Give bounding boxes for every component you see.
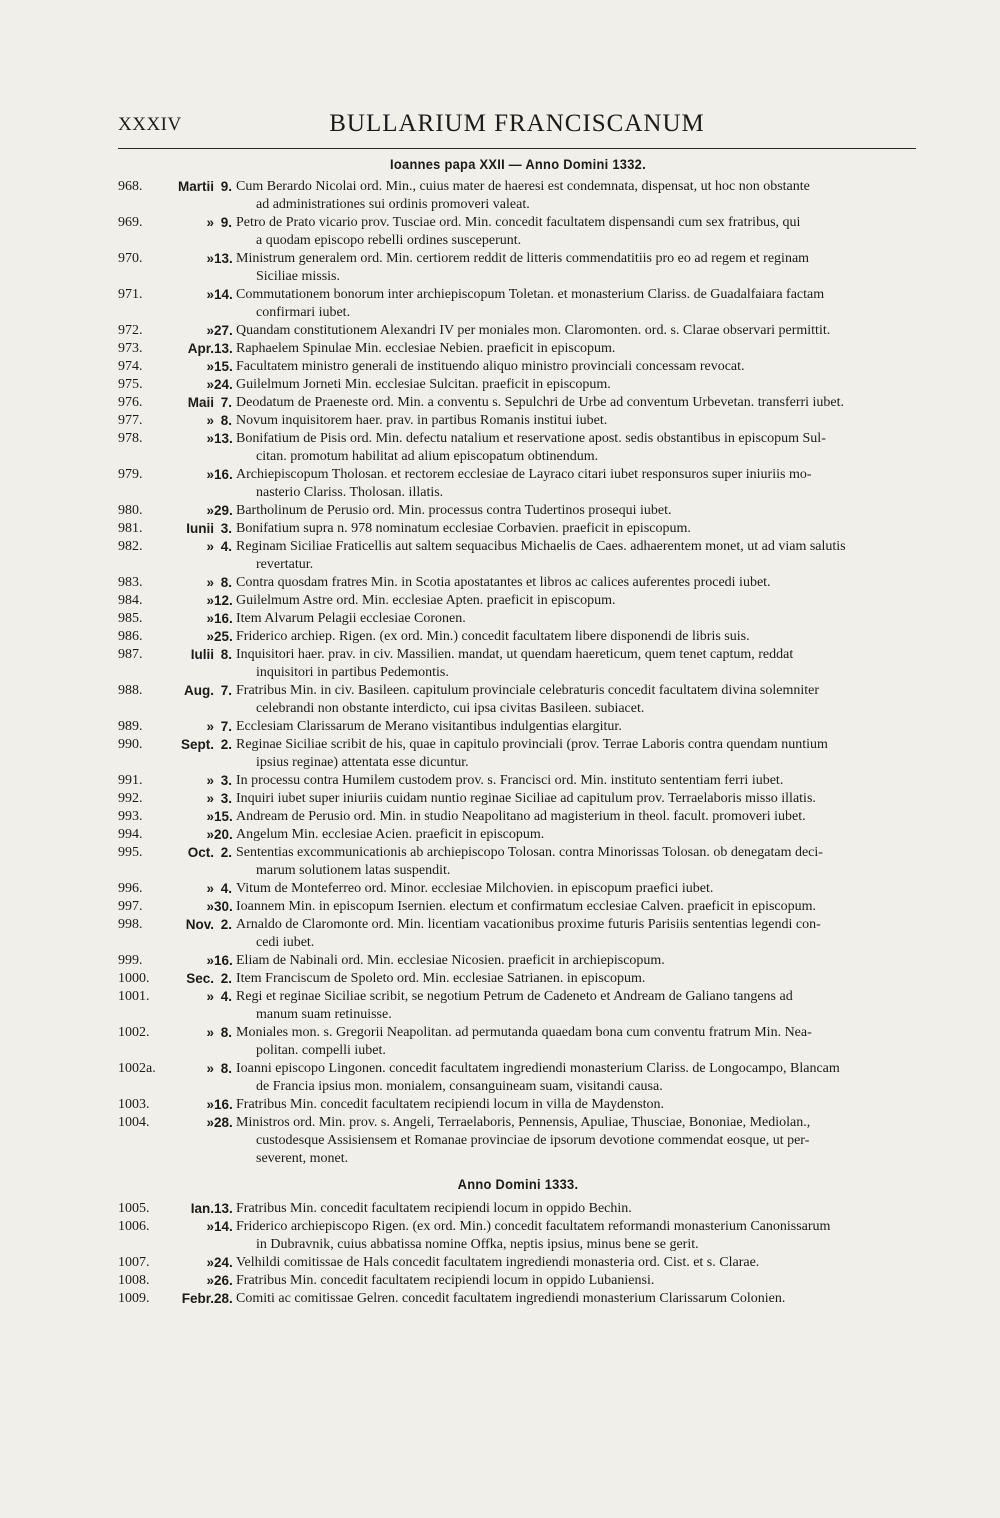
list-item [118,538,918,574]
list-item [118,520,918,538]
entry-day: 2. [220,737,232,752]
entry-text-line: Andream de Perusio ord. Min. in studio Neapolitano ad magisterium in theol. facult. promoveri iubet. [236,809,806,824]
list-item [118,970,918,988]
entry-text-line: Bonifatium supra n. 978 nominatum ecclesiae Corbavien. praeficit in episcopum. [236,521,691,536]
entry-month: » [206,791,214,806]
entry-number: 984. [118,593,143,608]
entry-month: Sept. [180,737,214,752]
entry-month: » [206,575,214,590]
entry-text-line: in Dubravnik, cuius abbatissa nomine Offka, neptis ipsius, minus bene se gerit. [256,1237,699,1252]
entry-month: » [206,773,214,788]
entry-day: 8. [220,1025,232,1040]
entry-text-line: Ecclesiam Clarissarum de Merano visitantibus indulgentias elargitur. [236,719,622,734]
entry-text-line: Reginae Siciliae scribit de his, quae in capitulo provinciali (prov. Terrae Laboris contra quendam nuntium [236,737,828,752]
entry-day: 26. [214,1273,233,1288]
entry-month: Iunii [186,521,214,536]
entry-month: » [206,719,214,734]
entry-month: » [206,827,214,842]
entry-day: 24. [214,377,233,392]
entry-day: 7. [220,395,232,410]
entry-day: 3. [220,521,232,536]
entry-day: 13. [214,431,233,446]
entry-number: 980. [118,503,143,518]
entry-text-line: Cum Berardo Nicolai ord. Min., cuius mater de haeresi est condemnata, dispensat, ut hoc non obstante [236,179,810,194]
entry-month: » [206,359,214,374]
entry-number: 1002. [118,1025,150,1040]
entry-text-line: Facultatem ministro generali de instituendo aliquo ministro provinciali concessam revocat. [236,359,745,374]
entry-day: 2. [220,845,232,860]
list-item [118,1254,918,1272]
entry-day: 29. [214,503,233,518]
entry-month: Ian. [190,1201,214,1216]
entry-day: 4. [220,989,232,1004]
entry-text-line: Inquiri iubet super iniuriis cuidam nuntio reginae Siciliae ad capitulum prov. Terraelaboris misso illatis. [236,791,816,806]
entry-month: » [206,1219,214,1234]
entry-text-line: Vitum de Monteferreo ord. Minor. ecclesiae Milchovien. in episcopum praefici iubet. [236,881,714,896]
running-title: BULLARIUM FRANCISCANUM [329,110,705,137]
entry-number: 1008. [118,1273,150,1288]
list-item [118,880,918,898]
entry-text-line: Reginam Siciliae Fraticellis aut saltem sequacibus Michaelis de Caes. adhaerentem monet, ut ad viam salutis [236,539,846,554]
entry-number: 993. [118,809,143,824]
entry-day: 8. [220,575,232,590]
entry-month: » [206,467,214,482]
entry-day: 14. [214,287,233,302]
entry-number: 988. [118,683,143,698]
entry-month: Sec. [186,971,214,986]
entry-text-line: Bonifatium de Pisis ord. Min. defectu natalium et reservatione apost. sedis obstantibus in episcopum Sul- [236,431,826,446]
entry-day: 8. [220,413,232,428]
list-item [118,844,918,880]
entry-text-line: Friderico archiep. Rigen. (ex ord. Min.) concedit facultatem libere disponendi de libris suis. [236,629,750,644]
entry-month: » [206,809,214,824]
entry-text-line: Deodatum de Praeneste ord. Min. a conventu s. Sepulchri de Urbe ad conventum Urbevetan. transferri iubet. [236,395,845,410]
entry-text-line: Ioanni episcopo Lingonen. concedit facultatem ingrediendi monasterium Clariss. de Longocampo, Blancam [236,1061,840,1076]
entry-day: 25. [214,629,233,644]
entry-text-line: manum suam retinuisse. [256,1007,392,1022]
entry-number: 973. [118,341,143,356]
list-item [118,340,918,358]
list-item [118,916,918,952]
entry-number: 991. [118,773,143,788]
entry-number: 979. [118,467,143,482]
list-item [118,826,918,844]
list-item [118,646,918,682]
page-header [118,112,916,142]
entry-month: » [206,431,214,446]
entry-text-line: Fratribus Min. concedit facultatem recipiendi locum in oppido Bechin. [236,1201,632,1216]
list-item [118,988,918,1024]
entry-day: 4. [220,881,232,896]
list-item [118,1218,918,1254]
entry-text-line: Eliam de Nabinali ord. Min. ecclesiae Nicosien. praeficit in archiepiscopum. [236,953,665,968]
entry-text-line: Velhildi comitissae de Hals concedit facultatem ingrediendi monasteria ord. Cist. et s. Clarae. [236,1255,760,1270]
entry-text-line: Raphaelem Spinulae Min. ecclesiae Nebien. praeficit in episcopum. [236,341,616,356]
entry-number: 989. [118,719,143,734]
entry-day: 12. [214,593,233,608]
entry-text-line: Arnaldo de Claromonte ord. Min. licentiam vacationibus proxime futuris Parisiis sententias legendi con- [236,917,821,932]
list-item [118,376,918,394]
entry-number: 1007. [118,1255,150,1270]
entry-month: » [206,1061,214,1076]
entry-day: 14. [214,1219,233,1234]
entry-number: 983. [118,575,143,590]
section-heading-1333: Anno Domini 1333. [457,1176,579,1192]
entries-1332 [118,178,918,1168]
entry-text-line: de Francia ipsius mon. monialem, consanguineam suam, visitandi causa. [256,1079,663,1094]
entry-number: 970. [118,251,143,266]
list-item [118,1114,918,1168]
entry-number: 992. [118,791,143,806]
entry-month: » [206,377,214,392]
entry-month: » [206,251,214,266]
section-heading-1332: Ioannes papa XXII — Anno Domini 1332. [390,156,646,172]
entry-day: 15. [214,809,233,824]
entry-month: » [206,1273,214,1288]
entry-day: 2. [220,971,232,986]
entry-day: 8. [220,647,232,662]
entry-text-line: Contra quosdam fratres Min. in Scotia apostatantes et libros ac calices auferentes procedi iubet. [236,575,771,590]
entry-day: 27. [214,323,233,338]
entry-number: 996. [118,881,143,896]
entry-text-line: Quandam constitutionem Alexandri IV per moniales mon. Claromonten. ord. s. Clarae observari permittit. [236,323,831,338]
entry-month: » [206,593,214,608]
entry-text-line: Friderico archiepiscopo Rigen. (ex ord. Min.) concedit facultatem reformandi monasterium Canonissarum [236,1219,831,1234]
list-item [118,1060,918,1096]
entry-text-line: Inquisitori haer. prav. in civ. Massilien. mandat, ut quendam haereticum, quem tenet captum, reddat [236,647,794,662]
entry-day: 8. [220,1061,232,1076]
entry-number: 977. [118,413,143,428]
entry-text-line: Siciliae missis. [256,269,340,284]
list-item [118,682,918,718]
entry-number: 995. [118,845,143,860]
entry-month: » [206,287,214,302]
list-item [118,358,918,376]
entry-text-line: custodesque Assisiensem et Romanae provinciae de ipsorum devotione commendat eosque, ut per- [256,1133,810,1148]
entry-text-line: nasterio Clariss. Tholosan. illatis. [256,485,444,500]
entry-number: 1000. [118,971,150,986]
list-item [118,214,918,250]
entry-text-line: Commutationem bonorum inter archiepiscopum Toletan. et monasterium Clariss. de Guadalfaiara factam [236,287,825,302]
entry-text-line: cedi iubet. [256,935,315,950]
entry-text-line: inquisitori in partibus Pedemontis. [256,665,449,680]
entry-day: 24. [214,1255,233,1270]
entry-day: 16. [214,467,233,482]
entry-month: » [206,1025,214,1040]
entry-month: » [206,1255,214,1270]
entry-text-line: celebrandi non obstante interdicto, cui ipsa civitas Basileen. subiacet. [256,701,645,716]
entry-text-line: confirmari iubet. [256,305,351,320]
entry-text-line: Angelum Min. ecclesiae Acien. praeficit in episcopum. [236,827,545,842]
list-item [118,772,918,790]
list-item [118,574,918,592]
entry-day: 4. [220,539,232,554]
entry-day: 13. [214,341,233,356]
entry-text-line: Comiti ac comitissae Gelren. concedit facultatem ingrediendi monasterium Clarissarum Colonien. [236,1291,786,1306]
entry-text-line: Fratribus Min. concedit facultatem recipiendi locum in villa de Maydenston. [236,1097,665,1112]
list-item [118,1096,918,1114]
entry-text-line: citan. promotum habilitat ad alium episcopatum obtinendum. [256,449,599,464]
list-item [118,610,918,628]
list-item [118,1024,918,1060]
entry-day: 7. [220,683,232,698]
list-item [118,178,918,214]
entry-day: 16. [214,611,233,626]
entry-month: » [206,503,214,518]
entry-text-line: severent, monet. [256,1151,349,1166]
list-item [118,1272,918,1290]
entry-number: 1002a. [118,1061,156,1076]
entry-text-line: politan. compelli iubet. [256,1043,386,1058]
entry-number: 1001. [118,989,150,1004]
entry-text-line: Ministros ord. Min. prov. s. Angeli, Terraelaboris, Pennensis, Apuliae, Thusciae, Bononiae, Mediolan., [236,1115,811,1130]
entry-month: » [206,989,214,1004]
entry-text-line: Ioannem Min. in episcopum Isernien. electum et confirmatum ecclesiae Calven. praeficit in episcopum. [236,899,817,914]
entries-1333 [118,1200,918,1308]
list-item [118,628,918,646]
entry-number: 1005. [118,1201,150,1216]
entry-day: 3. [220,791,232,806]
list-item [118,718,918,736]
header-rule [118,148,916,149]
entry-month: » [206,881,214,896]
list-item [118,1290,918,1308]
entry-number: 1004. [118,1115,150,1130]
entry-day: 9. [220,215,232,230]
entry-text-line: Sententias excommunicationis ab archiepiscopo Tolosan. contra Minorissas Tolosan. ob denegatam deci- [236,845,823,860]
list-item [118,808,918,826]
entry-day: 13. [214,251,233,266]
entry-number: 986. [118,629,143,644]
list-item [118,286,918,322]
list-item [118,1200,918,1218]
entry-text-line: Bartholinum de Perusio ord. Min. processus contra Tudertinos prosequi iubet. [236,503,672,518]
entry-number: 998. [118,917,143,932]
entry-number: 968. [118,179,143,194]
entry-text-line: marum solutionem latas suspendit. [256,863,451,878]
entry-number: 999. [118,953,143,968]
entry-number: 969. [118,215,143,230]
list-item [118,250,918,286]
entry-number: 997. [118,899,143,914]
entry-text-line: revertatur. [256,557,314,572]
entry-month: » [206,629,214,644]
entry-day: 2. [220,917,232,932]
entry-month: Nov. [185,917,214,932]
entry-text-line: a quodam episcopo rebelli ordines susceperunt. [256,233,522,248]
list-item [118,952,918,970]
entry-text-line: Moniales mon. s. Gregorii Neapolitan. ad permutanda quaedam bona cum conventu fratrum Min. Nea- [236,1025,812,1040]
list-item [118,466,918,502]
entry-month: » [206,215,214,230]
entry-day: 15. [214,359,233,374]
entry-text-line: Guilelmum Astre ord. Min. ecclesiae Apten. praeficit in episcopum. [236,593,616,608]
entry-text-line: Novum inquisitorem haer. prav. in partibus Romanis institui iubet. [236,413,608,428]
entry-number: 994. [118,827,143,842]
entry-number: 978. [118,431,143,446]
entry-number: 1003. [118,1097,150,1112]
entry-text-line: Petro de Prato vicario prov. Tusciae ord. Min. concedit facultatem dispensandi cum sex fratribus, qui [236,215,801,230]
entry-text-line: Item Alvarum Pelagii ecclesiae Coronen. [236,611,466,626]
entry-month: » [206,1115,214,1130]
entry-month: Aug. [184,683,214,698]
entry-month: » [206,1097,214,1112]
entry-text-line: Fratribus Min. in civ. Basileen. capitulum provinciale celebraturis concedit facultatem divina solemniter [236,683,820,698]
entry-month: Martii [177,179,214,194]
entry-month: Febr. [181,1291,214,1306]
list-item [118,592,918,610]
entry-day: 28. [214,1115,233,1130]
entry-text-line: Regi et reginae Siciliae scribit, se negotium Petrum de Cadeneto et Andream de Galiano tangens ad [236,989,793,1004]
entry-number: 975. [118,377,143,392]
entry-text-line: ipsius reginae) attentata esse dicuntur. [256,755,469,770]
list-item [118,412,918,430]
entry-number: 1006. [118,1219,150,1234]
entry-day: 28. [214,1291,233,1306]
entry-text-line: In processu contra Humilem custodem prov. s. Francisci ord. Min. instituto sententiam ferri iubet. [236,773,784,788]
entry-number: 974. [118,359,143,374]
entry-day: 16. [214,953,233,968]
list-item [118,322,918,340]
entry-number: 987. [118,647,143,662]
entry-day: 3. [220,773,232,788]
entry-month: » [206,413,214,428]
entry-day: 20. [214,827,233,842]
entry-text-line: Item Franciscum de Spoleto ord. Min. ecclesiae Satrianen. in episcopum. [236,971,646,986]
entry-number: 972. [118,323,143,338]
entry-month: » [206,323,214,338]
list-item [118,430,918,466]
list-item [118,736,918,772]
entry-day: 7. [220,719,232,734]
entry-month: » [206,539,214,554]
entry-number: 971. [118,287,143,302]
entry-text-line: Ministrum generalem ord. Min. certiorem reddit de litteris commendatitiis pro eo ad regem et reginam [236,251,810,266]
entry-number: 990. [118,737,143,752]
entry-day: 13. [214,1201,233,1216]
list-item [118,898,918,916]
entry-month: » [206,611,214,626]
entry-number: 1009. [118,1291,150,1306]
entry-number: 976. [118,395,143,410]
list-item [118,502,918,520]
entry-number: 982. [118,539,143,554]
entry-day: 30. [214,899,233,914]
list-item [118,394,918,412]
entry-number: 981. [118,521,143,536]
entry-day: 16. [214,1097,233,1112]
list-item [118,790,918,808]
entry-month: » [206,953,214,968]
entry-month: Maii [187,395,214,410]
entry-text-line: Fratribus Min. concedit facultatem recipiendi locum in oppido Lubaniensi. [236,1273,655,1288]
entry-text-line: ad administrationes sui ordinis promoveri valeat. [256,197,530,212]
entry-month: Iulii [190,647,214,662]
entry-text-line: Archiepiscopum Tholosan. et rectorem ecclesiae de Layraco citari iubet responsuros super iniuriis mo- [236,467,812,482]
entry-number: 985. [118,611,143,626]
page-number: XXXIV [118,114,182,135]
entry-month: » [206,899,214,914]
entry-text-line: Guilelmum Jorneti Min. ecclesiae Sulcitan. praeficit in episcopum. [236,377,611,392]
entry-day: 9. [220,179,232,194]
entry-month: Apr. [187,341,214,356]
entry-month: Oct. [187,845,214,860]
